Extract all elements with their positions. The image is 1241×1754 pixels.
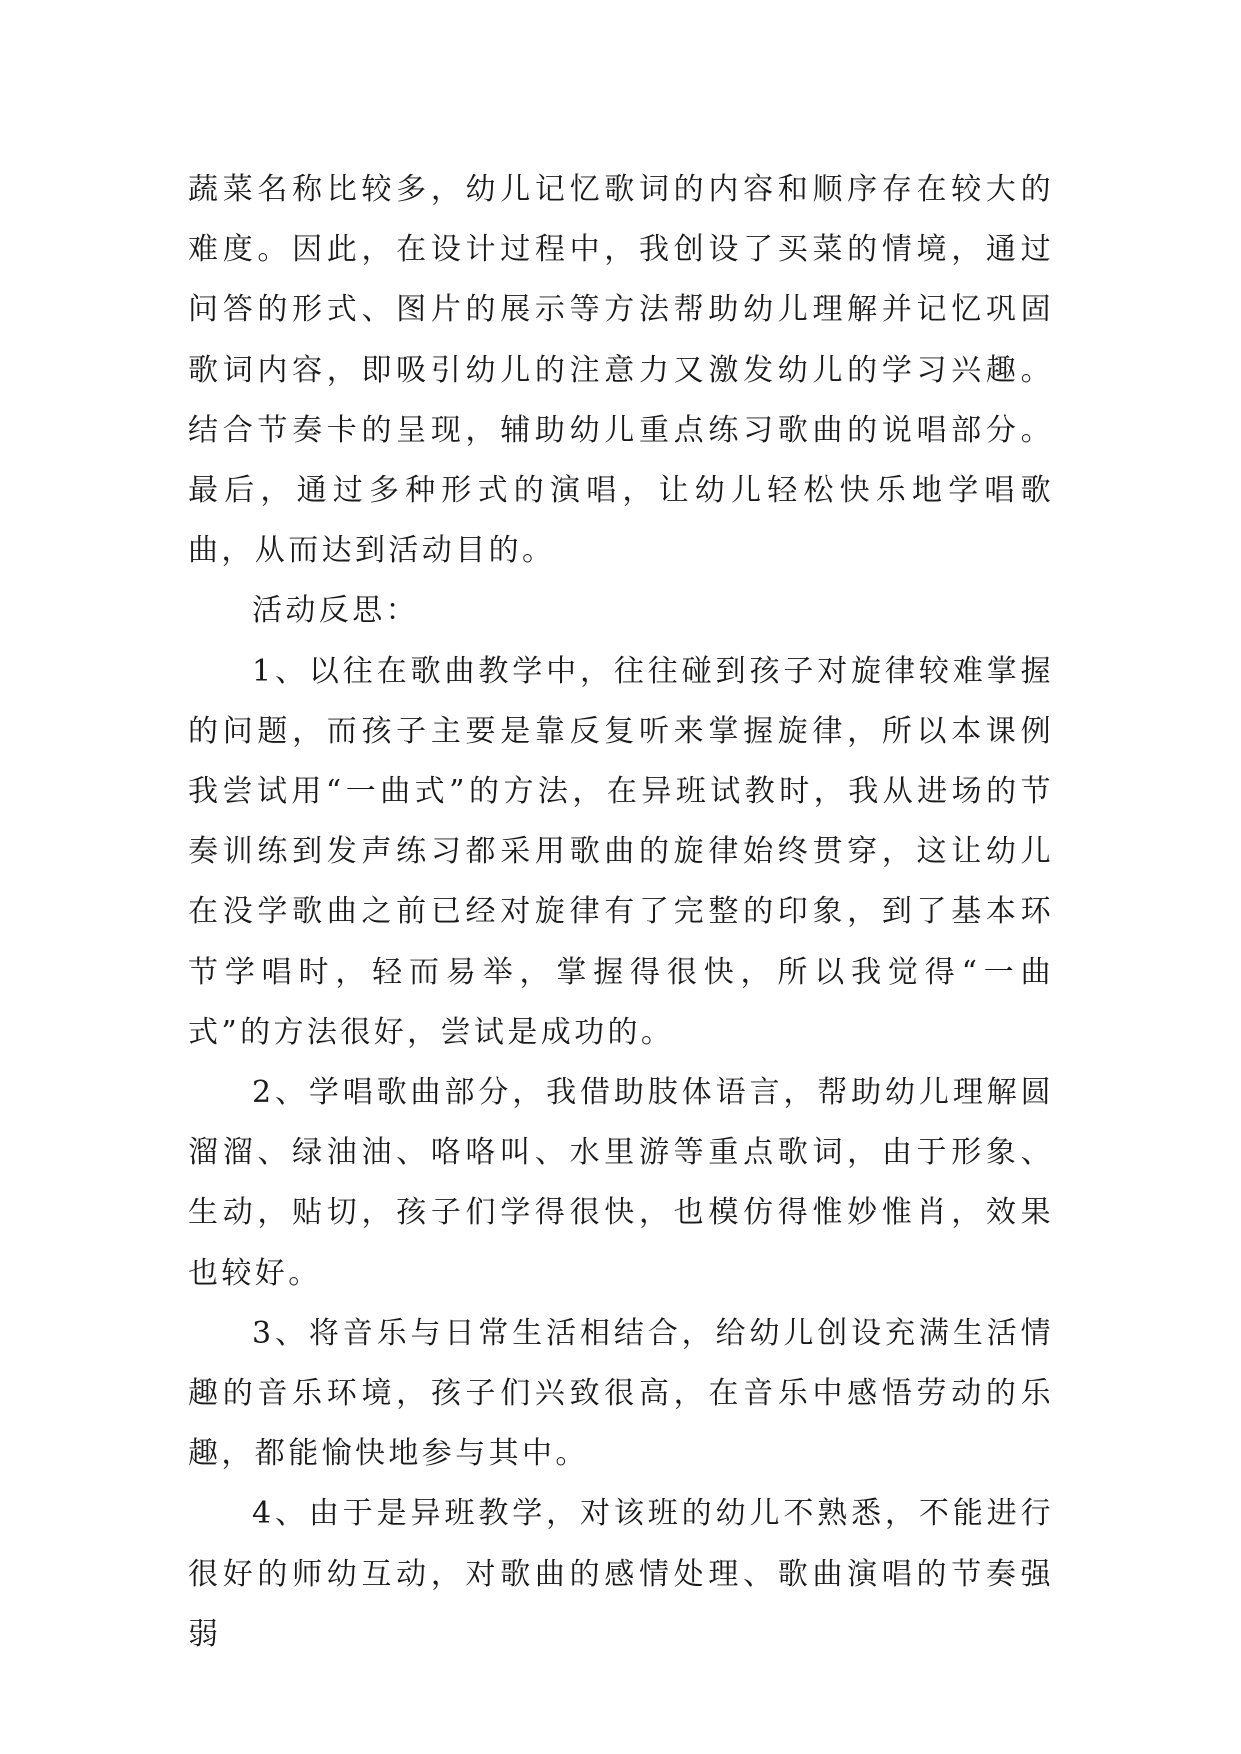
document-body [188,160,1054,1665]
paragraph-reflection-2: 2、学唱歌曲部分，我借助肢体语言，帮助幼儿理解圆溜溜、绿油油、咯咯叫、水里游等重点歌词，由于形象、生动，贴切，孩子们学得很快，也模仿得惟妙惟肖，效果也较好。 [188,1075,1054,1291]
paragraph-reflection-3: 3、将音乐与日常生活相结合，给幼儿创设充满生活情趣的音乐环境，孩子们兴致很高，在音乐中感悟劳动的乐趣，都能愉快地参与其中。 [188,1315,1054,1472]
paragraph-reflection-4: 4、由于是异班教学，对该班的幼儿不熟悉，不能进行很好的师幼互动，对歌曲的感情处理、歌曲演唱的节奏强弱 [188,1496,1054,1652]
paragraph-reflection-1: 1、以往在歌曲教学中，往往碰到孩子对旋律较难掌握的问题，而孩子主要是靠反复听来掌握旋律，所以本课例我尝试用“一曲式”的方法，在异班试教时，我从进场的节奏训练到发声练习都采用歌曲的旋律始终贯穿，这让幼儿在没学歌曲之前已经对旋律有了完整的印象，到了基本环节学唱时，轻而易举，掌握得很快，所以我觉得“一曲式”的方法很好，尝试是成功的。 [188,653,1054,1050]
paragraph-intro: 蔬菜名称比较多，幼儿记忆歌词的内容和顺序存在较大的难度。因此，在设计过程中，我创设了买菜的情境，通过问答的形式、图片的展示等方法帮助幼儿理解并记忆巩固歌词内容，即吸引幼儿的注意力又激发幼儿的学习兴趣。结合节奏卡的呈现，辅助幼儿重点练习歌曲的说唱部分。最后，通过多种形式的演唱，让幼儿轻松快乐地学唱歌曲，从而达到活动目的。 [188,172,1054,569]
section-heading-reflection: 活动反思： [252,593,419,629]
